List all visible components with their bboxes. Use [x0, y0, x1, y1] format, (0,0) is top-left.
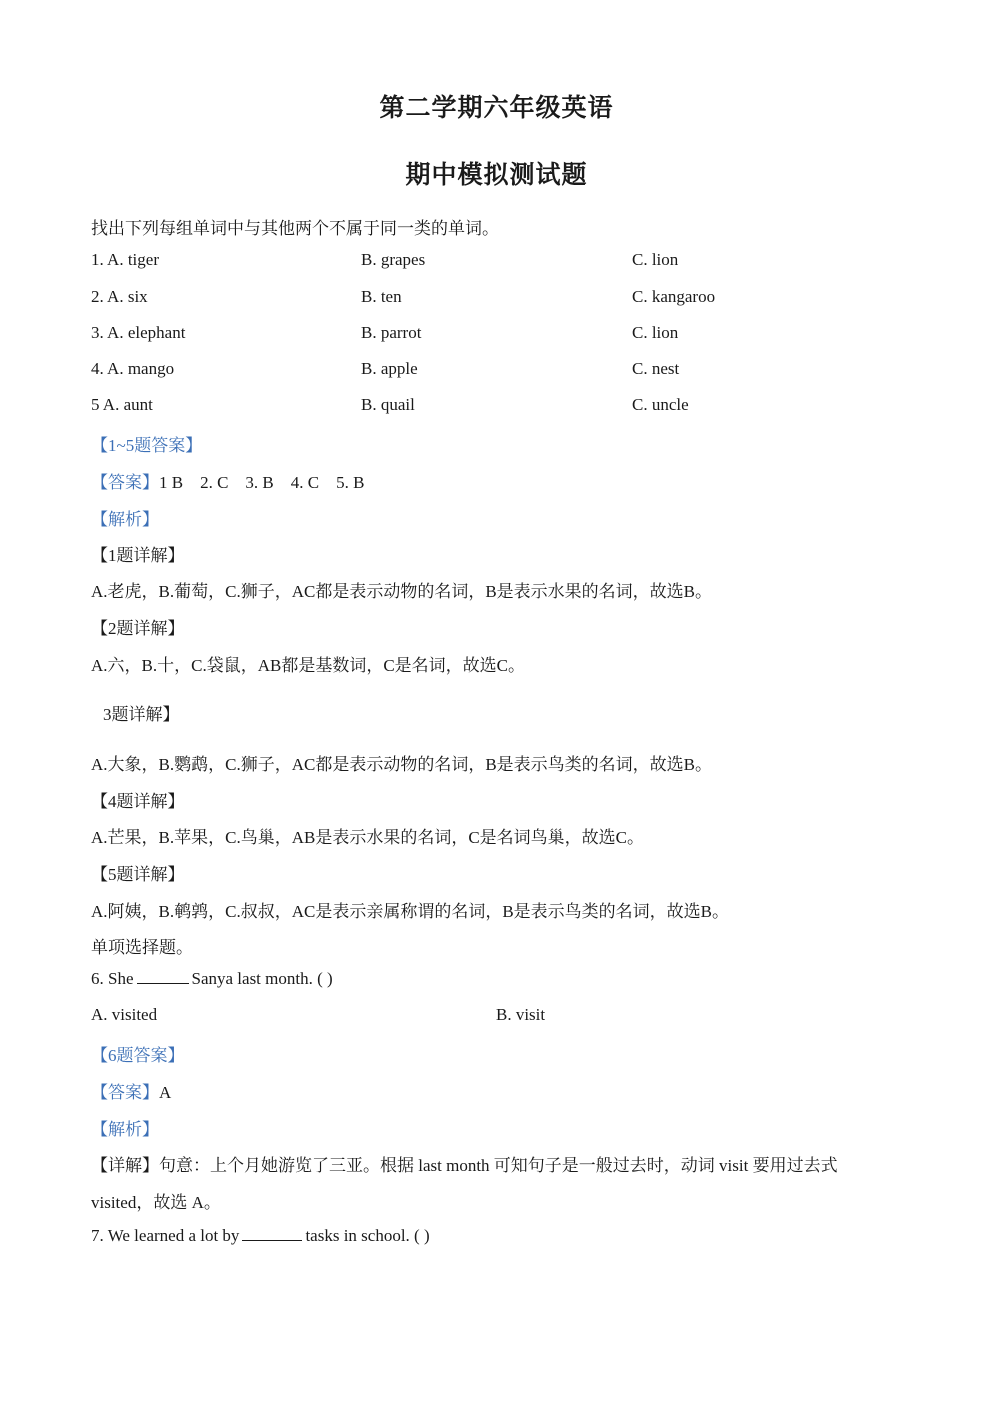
detail-text-6-line2: visited，故选 A。: [91, 1193, 221, 1212]
q4-option-c: C. nest: [632, 359, 680, 378]
detail-head-5: 【5题详解】: [91, 865, 185, 884]
q6-blank: [137, 969, 189, 984]
detail-head-3: 3题详解】: [103, 705, 180, 724]
q6-stem-post: Sanya last month. ( ): [191, 969, 333, 988]
q6-stem: [91, 969, 333, 989]
analysis-label-1-5: 【解析】: [91, 510, 159, 529]
analysis-label-6: 【解析】: [91, 1120, 159, 1139]
q2-option-c: C. kangaroo: [632, 287, 716, 306]
answer-text-6: A: [159, 1083, 172, 1102]
q5-option-a: 5 A. aunt: [91, 395, 153, 414]
q2-option-b: B. ten: [361, 287, 402, 306]
q5-option-c: C. uncle: [632, 395, 689, 414]
q1-option-c: C. lion: [632, 250, 679, 269]
page-title: 第二学期六年级英语: [379, 93, 614, 122]
q7-stem-pre: 7. We learned a lot by: [91, 1226, 240, 1245]
page-subtitle: 期中模拟测试题: [405, 160, 588, 189]
q3-option-a: 3. A. elephant: [91, 323, 186, 342]
answer-label-6: 【答案】: [91, 1083, 159, 1102]
q1-option-a: 1. A. tiger: [91, 250, 159, 269]
q7-blank: [242, 1226, 302, 1241]
answer-text: 1 B 2. C 3. B 4. C 5. B: [159, 473, 365, 492]
section2-instruction: 单项选择题。: [91, 938, 193, 957]
q1-option-b: B. grapes: [361, 250, 426, 269]
detail-text-6-line1: 【详解】句意：上个月她游览了三亚。根据 last month 可知句子是一般过去时，动词 visit 要用过去式: [91, 1156, 838, 1175]
detail-head-4: 【4题详解】: [91, 792, 185, 811]
q4-option-b: B. apple: [361, 359, 418, 378]
q3-option-b: B. parrot: [361, 323, 422, 342]
q6-stem-pre: 6. She: [91, 969, 134, 988]
answer-label: 【答案】: [91, 473, 159, 492]
detail-text-4: A.芒果，B.苹果，C.鸟巢，AB是表示水果的名词，C是名词鸟巢，故选C。: [91, 828, 644, 847]
q4-option-a: 4. A. mango: [91, 359, 175, 378]
q3-option-c: C. lion: [632, 323, 679, 342]
section1-instruction: 找出下列每组单词中与其他两个不属于同一类的单词。: [91, 219, 499, 238]
answer-header-1-5: 【1~5题答案】: [91, 436, 203, 455]
detail-text-2: A.六，B.十，C.袋鼠，AB都是基数词，C是名词，故选C。: [91, 656, 525, 675]
detail-text-3: A.大象，B.鹦鹉，C.狮子，AC都是表示动物的名词，B是表示鸟类的名词，故选B。: [91, 755, 712, 774]
q7-stem-post: tasks in school. ( ): [305, 1226, 430, 1245]
answer-line-1-5: [91, 468, 364, 493]
q7-stem: [91, 1226, 430, 1246]
answer-line-6: [91, 1078, 171, 1103]
q2-option-a: 2. A. six: [91, 287, 148, 306]
detail-head-1: 【1题详解】: [91, 546, 185, 565]
answer-header-6: 【6题答案】: [91, 1046, 185, 1065]
q6-option-a: A. visited: [91, 1005, 158, 1024]
detail-text-1: A.老虎，B.葡萄，C.狮子，AC都是表示动物的名词，B是表示水果的名词，故选B。: [91, 582, 712, 601]
detail-head-2: 【2题详解】: [91, 619, 185, 638]
q6-option-b: B. visit: [496, 1005, 546, 1024]
detail-text-5: A.阿姨，B.鹌鹑，C.叔叔，AC是表示亲属称谓的名词，B是表示鸟类的名词，故选B。: [91, 902, 729, 921]
q5-option-b: B. quail: [361, 395, 415, 414]
